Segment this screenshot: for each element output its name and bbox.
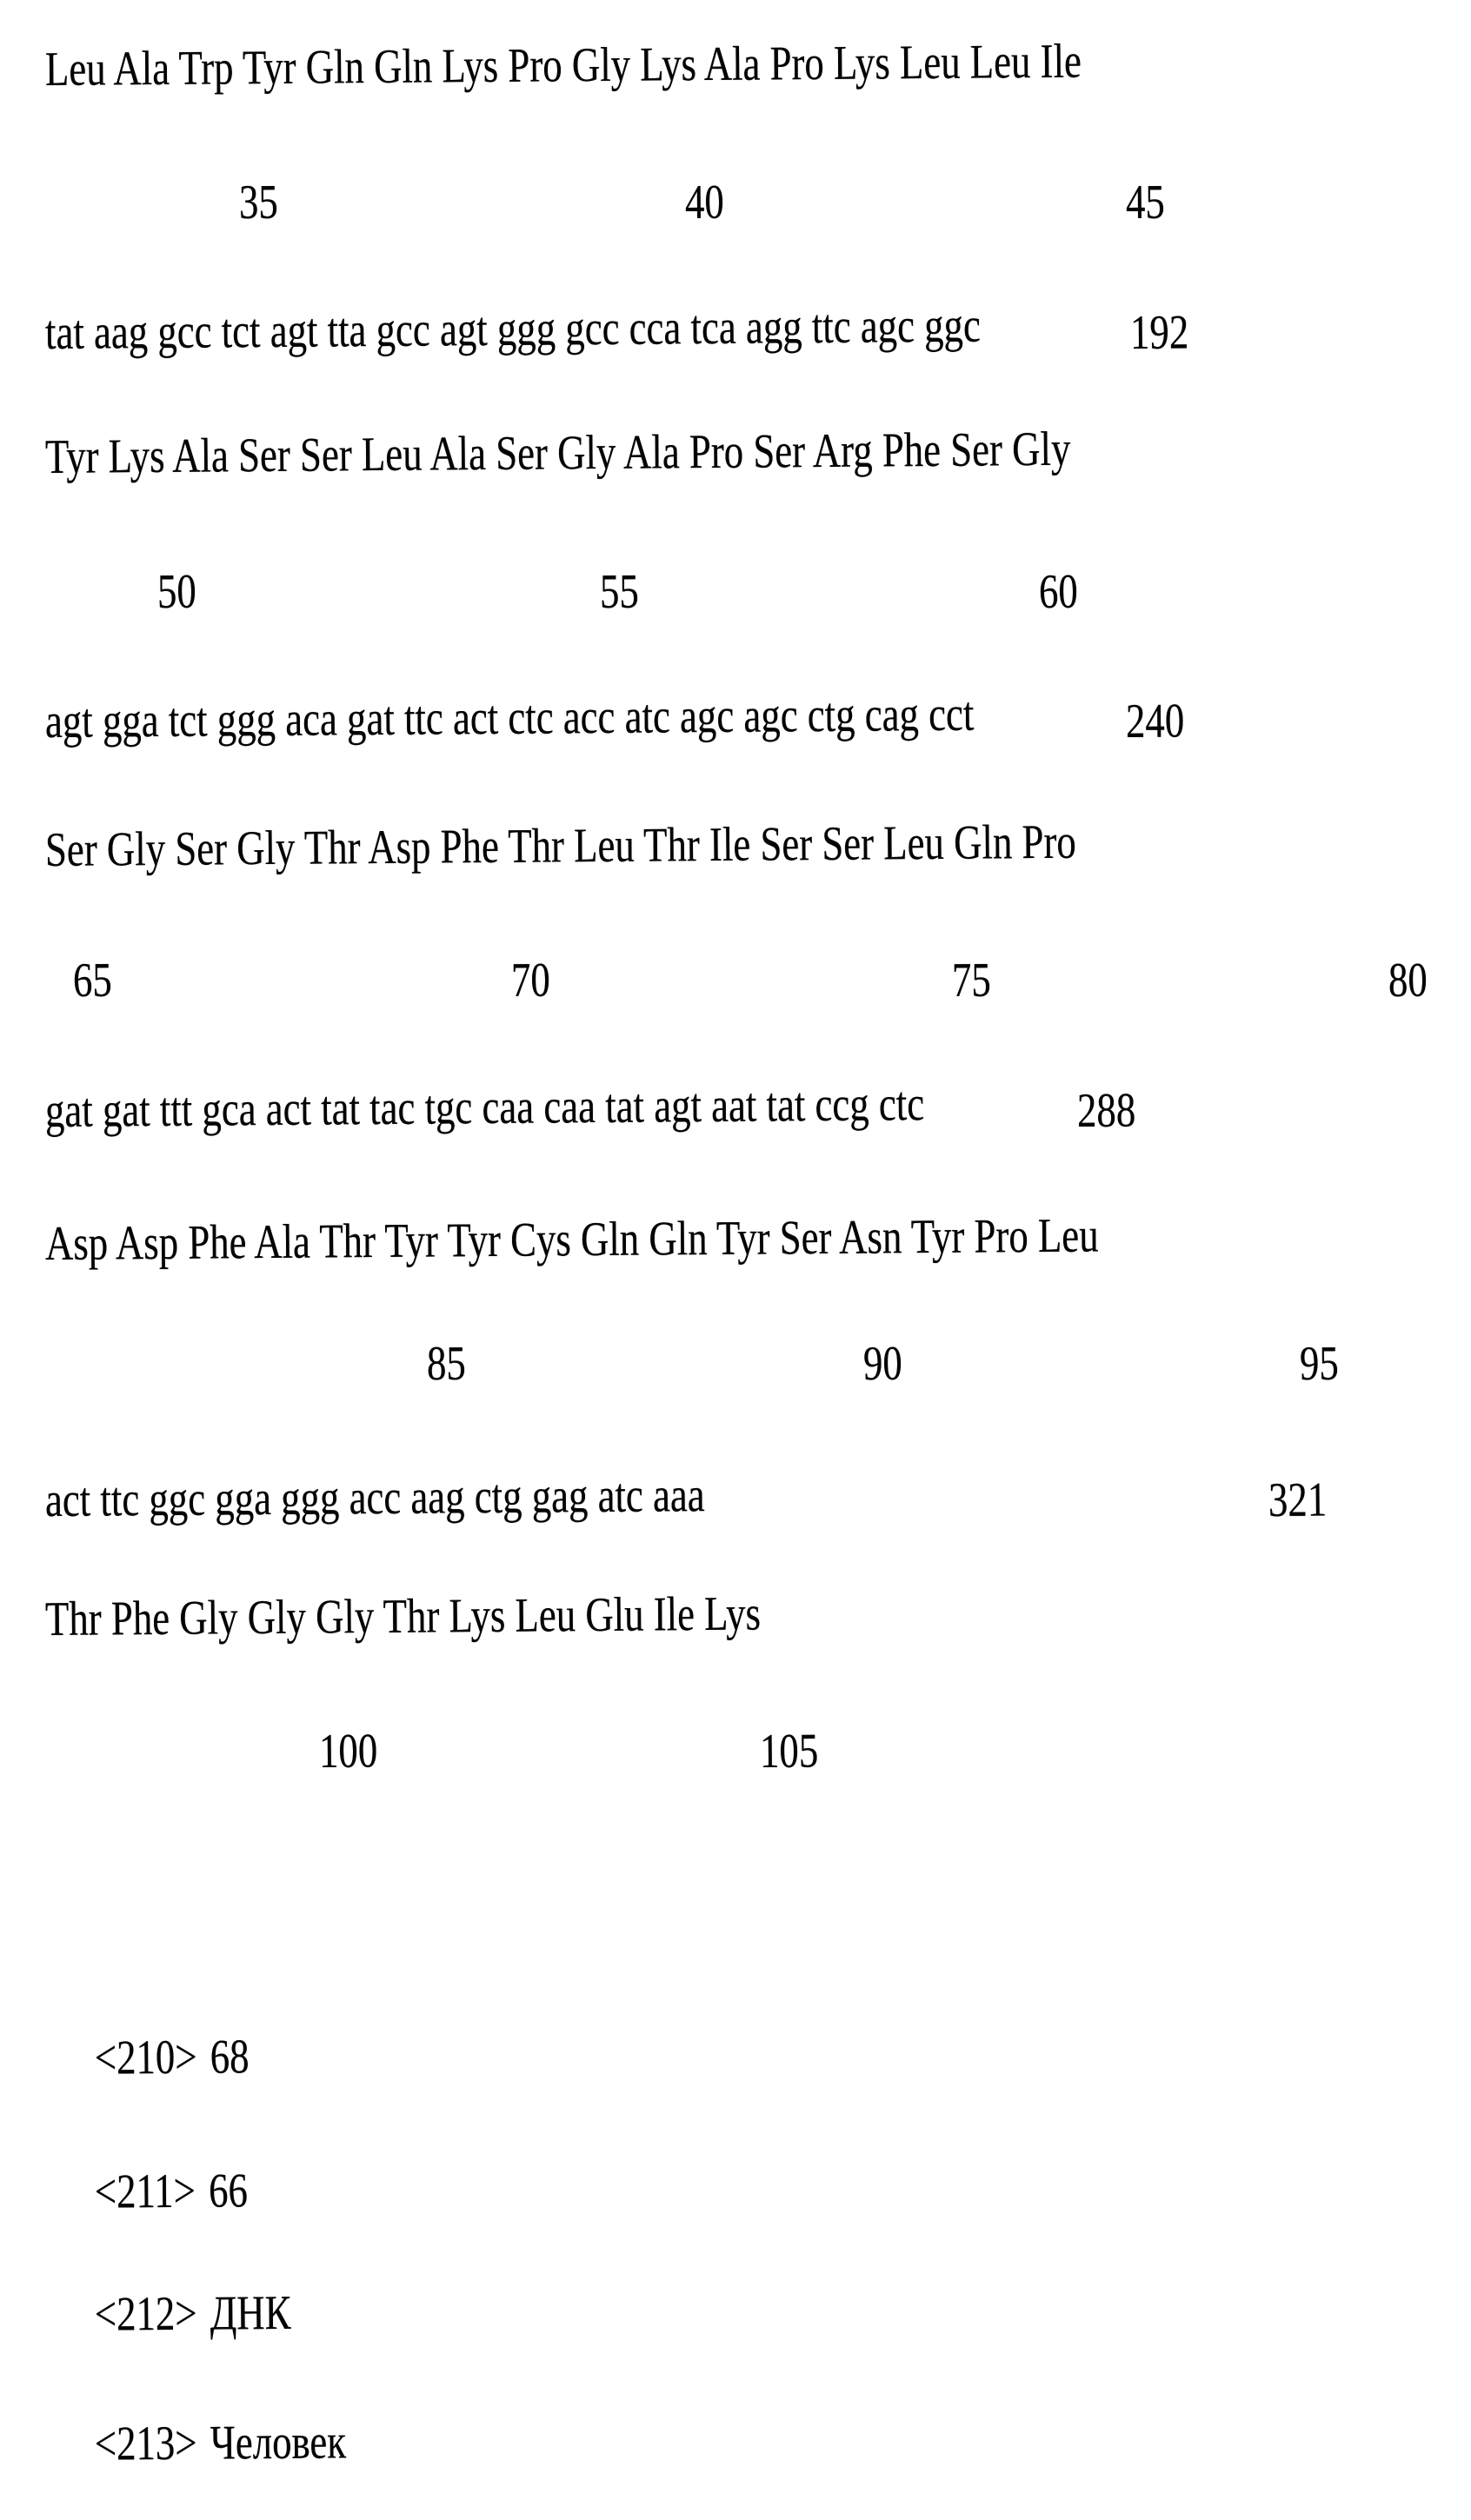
meta-tag: <213> bbox=[94, 2416, 197, 2471]
residue-position-number: 60 bbox=[1038, 564, 1079, 619]
residue-position-number: 35 bbox=[238, 175, 279, 229]
meta-row-213 bbox=[55, 2369, 346, 2517]
dna-codon-row: tat aag gcc tct agt tta gcc agt ggg gcc cca tca agg ttc agc ggc bbox=[44, 298, 982, 360]
residue-position-number: 105 bbox=[759, 1724, 819, 1779]
meta-value: 66 bbox=[208, 2164, 249, 2218]
residue-position-number: 95 bbox=[1299, 1336, 1340, 1391]
residue-position-number: 90 bbox=[862, 1336, 903, 1391]
nucleotide-count: 240 bbox=[1125, 694, 1185, 748]
nucleotide-count: 192 bbox=[1129, 305, 1189, 360]
nucleotide-count: 288 bbox=[1076, 1083, 1136, 1138]
amino-acid-row: Ser Gly Ser Gly Thr Asp Phe Thr Leu Thr Ile Ser Ser Leu Gln Pro bbox=[44, 815, 1077, 877]
residue-position-number: 80 bbox=[1388, 953, 1428, 1007]
meta-tag: <212> bbox=[94, 2286, 197, 2342]
meta-row-212 bbox=[55, 2240, 291, 2388]
amino-acid-row: Leu Ala Trp Tyr Gln Gln Lys Pro Gly Lys Ala Pro Lys Leu Leu Ile bbox=[44, 34, 1082, 96]
amino-acid-row: Tyr Lys Ala Ser Ser Leu Ala Ser Gly Ala Pro Ser Arg Phe Ser Gly bbox=[44, 422, 1071, 484]
nucleotide-count: 321 bbox=[1268, 1473, 1328, 1527]
amino-acid-row: Asp Asp Phe Ala Thr Tyr Tyr Cys Gln Gln Tyr Ser Asn Tyr Pro Leu bbox=[44, 1208, 1099, 1271]
residue-position-number: 55 bbox=[599, 564, 640, 619]
residue-position-number: 40 bbox=[684, 175, 725, 229]
meta-row-210 bbox=[55, 1984, 250, 2131]
meta-value: 68 bbox=[210, 2030, 250, 2084]
residue-position-number: 85 bbox=[426, 1336, 467, 1391]
dna-codon-row: gat gat ttt gca act tat tac tgc caa caa tat agt aat tat ccg ctc bbox=[44, 1077, 925, 1138]
residue-position-number: 45 bbox=[1125, 175, 1166, 229]
dna-codon-row: act ttc ggc gga ggg acc aag ctg gag atc aaa bbox=[44, 1468, 705, 1527]
meta-value: Человек bbox=[210, 2415, 347, 2470]
residue-position-number: 100 bbox=[318, 1724, 378, 1779]
dna-codon-row: agt gga tct ggg aca gat ttc act ctc acc atc agc agc ctg cag cct bbox=[44, 687, 975, 748]
residue-position-number: 50 bbox=[156, 564, 197, 619]
residue-position-number: 65 bbox=[72, 953, 113, 1007]
meta-tag: <210> bbox=[94, 2030, 197, 2085]
amino-acid-row: Thr Phe Gly Gly Gly Thr Lys Leu Glu Ile Lys bbox=[44, 1586, 762, 1646]
residue-position-number: 70 bbox=[510, 953, 551, 1007]
meta-tag: <211> bbox=[94, 2164, 196, 2219]
residue-position-number: 75 bbox=[951, 953, 992, 1007]
meta-value: ДНК bbox=[210, 2285, 291, 2341]
